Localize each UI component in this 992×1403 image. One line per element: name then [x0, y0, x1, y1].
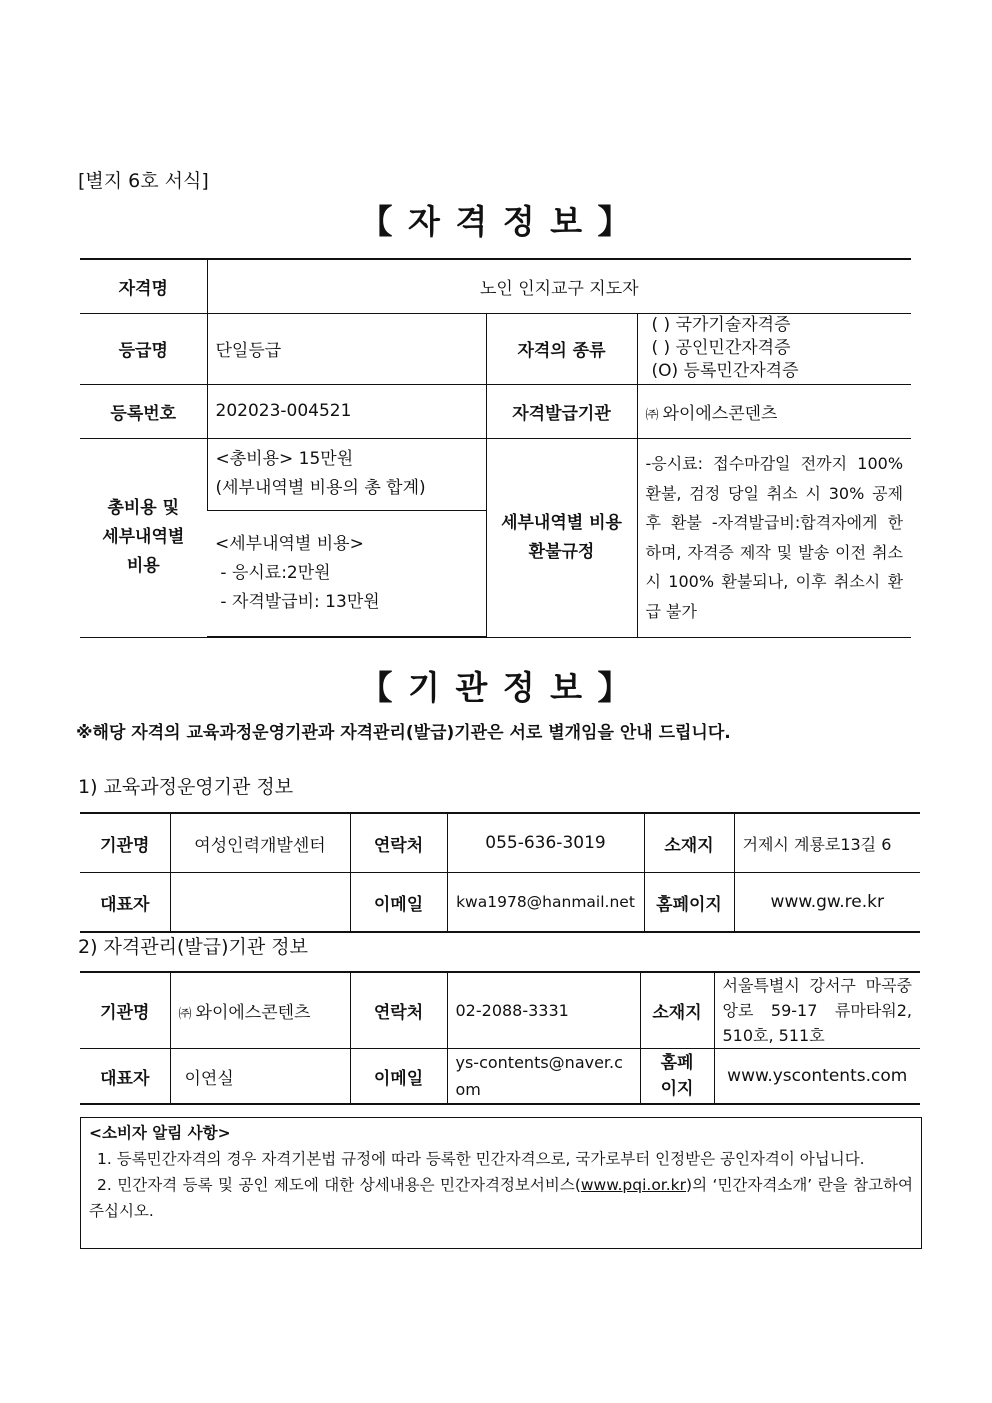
- refund-policy-text: -응시료: 접수마감일 전까지 100% 환불, 검정 당일 취소 시 30% 공제 후 환불 -자격발급비:합격자에게 한하며, 자격증 제작 및 발송 이전 취소시 100% 환불되나, 이후 취소시 환급 불가: [637, 438, 911, 637]
- registration-number-value: 202023-004521: [207, 384, 486, 438]
- edu-rep-value: [170, 873, 350, 933]
- qualification-kind-options: [637, 313, 911, 384]
- detail-cost-cell: [207, 510, 486, 637]
- grade-label: 등급명: [80, 313, 207, 384]
- edu-homepage-value: www.gw.re.kr: [734, 873, 920, 933]
- edu-email-value: kwa1978@hanmail.net: [447, 873, 644, 933]
- issuer-label: 자격발급기관: [486, 384, 637, 438]
- mgmt-homepage-label: 홈페이지: [640, 1049, 714, 1105]
- issuer-name: 와이에스콘덴츠: [662, 403, 778, 424]
- mgmt-homepage-value: www.yscontents.com: [714, 1049, 920, 1105]
- edu-org-name-value: 여성인력개발센터: [170, 813, 350, 873]
- form-number: [별지 6호 서식]: [78, 170, 209, 192]
- edu-rep-label: 대표자: [80, 873, 170, 933]
- organization-separation-notice: ※해당 자격의 교육과정운영기관과 자격관리(발급)기관은 서로 별개임을 안내 드립니다.: [76, 723, 731, 743]
- mgmt-address-label: 소재지: [640, 972, 714, 1049]
- edu-contact-label: 연락처: [350, 813, 447, 873]
- mgmt-contact-value: 02-2088-3331: [447, 972, 640, 1049]
- mgmt-email-value: ys-contents@naver.com: [447, 1049, 640, 1105]
- consumer-notice-item-2: [89, 1172, 913, 1224]
- refund-label: [486, 438, 637, 637]
- qualification-info-table: [80, 258, 911, 638]
- refund-label-line1: 세부내역별 비용: [501, 512, 622, 533]
- mgmt-email-label: 이메일: [350, 1049, 447, 1105]
- consumer-notice-box: [80, 1117, 922, 1249]
- grade-value: 단일등급: [207, 313, 486, 384]
- kind-option-national: ( ) 국가기술자격증: [651, 315, 791, 335]
- cost-label-line1: 총비용 및: [107, 498, 180, 518]
- total-cost-line: <총비용> 15만원: [215, 449, 354, 469]
- qualification-info-title: 【 자 격 정 보 】: [359, 202, 633, 241]
- mgmt-org-table: [80, 971, 920, 1105]
- corporation-mark: ㈜: [645, 407, 659, 423]
- corporation-mark: ㈜: [178, 1007, 192, 1022]
- pqi-link[interactable]: www.pqi.or.kr: [580, 1176, 687, 1194]
- edu-address-value: 거제시 계룡로13길 6: [734, 813, 920, 873]
- issuer-value: [637, 384, 911, 438]
- detail-cost-heading: <세부내역별 비용>: [215, 533, 364, 554]
- kind-option-accredited: ( ) 공인민간자격증: [651, 338, 791, 358]
- cost-label-line3: 비용: [126, 556, 160, 576]
- total-cost-cell: [207, 438, 486, 510]
- cost-label: [80, 438, 207, 637]
- edu-org-table: [80, 812, 920, 933]
- mgmt-rep-value: 이연실: [170, 1049, 350, 1105]
- edu-homepage-label: 홈페이지: [644, 873, 734, 933]
- mgmt-address-value: 서울특별시 강서구 마곡중앙로 59-17 류마타워2, 510호, 511호: [714, 972, 920, 1049]
- detail-cost-exam-fee: - 응시료:2만원: [215, 562, 331, 583]
- qualification-name-label: 자격명: [80, 259, 207, 313]
- edu-address-label: 소재지: [644, 813, 734, 873]
- mgmt-org-name: 와이에스콘텐츠: [195, 1003, 311, 1023]
- consumer-notice-title: <소비자 알림 사항>: [89, 1124, 231, 1142]
- mgmt-org-name-label: 기관명: [80, 972, 170, 1049]
- cost-label-line2: 세부내역별: [102, 527, 185, 547]
- edu-org-name-label: 기관명: [80, 813, 170, 873]
- consumer-notice-item-1: 1. 등록민간자격의 경우 자격기본법 규정에 따라 등록한 민간자격으로, 국가로부터 인정받은 공인자격이 아닙니다.: [97, 1150, 865, 1168]
- edu-contact-value: 055-636-3019: [447, 813, 644, 873]
- total-cost-note: (세부내역별 비용의 총 합계): [215, 478, 426, 498]
- consumer-notice-item-2-pre: 2. 민간자격 등록 및 공인 제도에 대한 상세내용은 민간자격정보서비스(: [97, 1176, 581, 1194]
- edu-org-heading: 1) 교육과정운영기관 정보: [78, 776, 294, 798]
- refund-label-line2: 환불규정: [528, 541, 595, 562]
- edu-email-label: 이메일: [350, 873, 447, 933]
- mgmt-rep-label: 대표자: [80, 1049, 170, 1105]
- qualification-name-value: 노인 인지교구 지도자: [207, 259, 911, 313]
- detail-cost-issue-fee: - 자격발급비: 13만원: [215, 591, 380, 612]
- mgmt-org-heading: 2) 자격관리(발급)기관 정보: [78, 936, 308, 958]
- registration-number-label: 등록번호: [80, 384, 207, 438]
- kind-option-registered: (O) 등록민간자격증: [651, 361, 799, 381]
- consumer-notice-item-2-post: )의 ‘민간자격소개’ 란을 참고하여 주십시오.: [89, 1176, 913, 1220]
- mgmt-org-name-value: [170, 972, 350, 1049]
- qualification-kind-label: 자격의 종류: [486, 313, 637, 384]
- mgmt-contact-label: 연락처: [350, 972, 447, 1049]
- organization-info-title: 【 기 관 정 보 】: [359, 668, 633, 707]
